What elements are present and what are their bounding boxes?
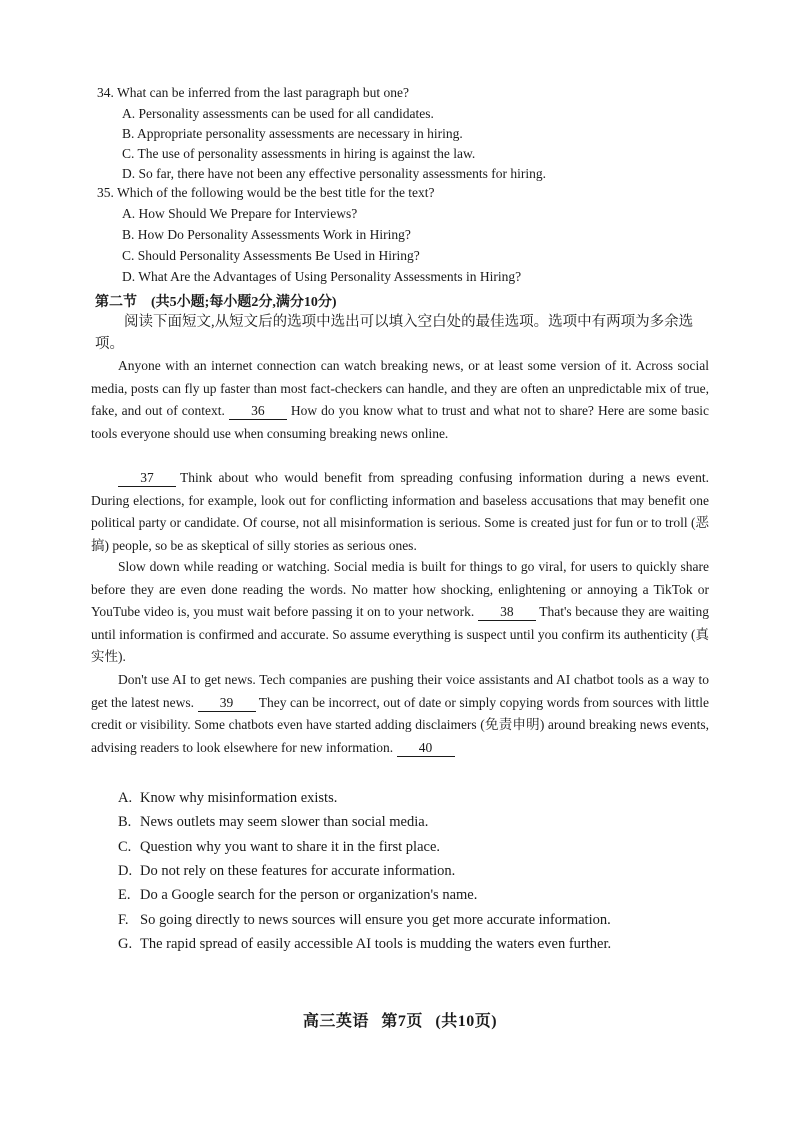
choice-g-text: The rapid spread of easily accessible AI tools is mudding the waters even further. xyxy=(140,936,612,952)
paragraph-4-text-a: Don't use AI to get news. Tech companies are pushing their voice assistants and AI chatbot tools as a way to get the latest news. xyxy=(91,672,709,710)
choice-d xyxy=(118,863,455,880)
blank-39: 39 xyxy=(198,695,256,712)
section-title: 第二节 xyxy=(95,295,137,310)
choice-e-letter: E. xyxy=(118,887,131,903)
question-34-option-c: C. The use of personality assessments in hiring is against the law. xyxy=(122,146,476,161)
blank-37: 37 xyxy=(118,470,176,487)
paragraph-4-text-b: They can be incorrect, out of date or simply copying words from sources with little credit or visibility. Some chatbots even have started adding disclaimers (免责申明) around breaking news events, advising readers to look elsewhere for new information. xyxy=(91,694,709,755)
question-34-option-a: A. Personality assessments can be used for all candidates. xyxy=(122,106,434,121)
footer-total-pages: (共10页) xyxy=(435,1013,498,1030)
passage-paragraph-1 xyxy=(91,355,709,445)
choice-d-text: Do not rely on these features for accurate information. xyxy=(140,863,456,879)
question-34-option-b: B. Appropriate personality assessments are necessary in hiring. xyxy=(122,126,463,141)
footer-subject: 高三英语 xyxy=(302,1013,369,1030)
choice-c-text: Question why you want to share it in the first place. xyxy=(140,839,441,855)
question-35-option-d: D. What Are the Advantages of Using Personality Assessments in Hiring? xyxy=(122,269,522,284)
choice-a-text: Know why misinformation exists. xyxy=(140,790,338,806)
choice-g xyxy=(118,936,611,953)
choice-e-text: Do a Google search for the person or organization's name. xyxy=(140,887,478,903)
blank-40: 40 xyxy=(397,740,455,757)
choice-a-letter: A. xyxy=(118,790,133,806)
section-desc: (共5小题;每小题2分,满分10分) xyxy=(151,295,337,310)
choice-f xyxy=(118,912,611,929)
choice-g-letter: G. xyxy=(118,936,133,952)
question-35-option-a: A. How Should We Prepare for Interviews? xyxy=(122,206,358,221)
choice-a xyxy=(118,790,337,807)
section-header xyxy=(95,291,337,311)
paragraph-1-text-b: How do you know what to trust and what not to share? Here are some basic tools everyone should use when consuming breaking news online. xyxy=(91,403,709,441)
question-34-stem: 34. What can be inferred from the last paragraph but one? xyxy=(97,85,409,100)
question-35-option-c: C. Should Personality Assessments Be Used in Hiring? xyxy=(122,248,420,263)
paragraph-3-text-b: That's because they are waiting until information is confirmed and accurate. So assume everything is suspect until you confirm its authenticity (真实性). xyxy=(91,604,709,665)
choice-d-letter: D. xyxy=(118,863,133,879)
section-instruction: 阅读下面短文,从短文后的选项中选出可以填入空白处的最佳选项。选项中有两项为多余选项。 xyxy=(95,314,694,352)
passage-paragraph-4 xyxy=(91,669,709,759)
footer-page-number: 第7页 xyxy=(381,1013,423,1030)
blank-36: 36 xyxy=(229,403,287,420)
choice-f-text: So going directly to news sources will ensure you get more accurate information. xyxy=(140,912,611,928)
question-35-option-b: B. How Do Personality Assessments Work in Hiring? xyxy=(122,227,411,242)
question-34-option-d: D. So far, there have not been any effective personality assessments for hiring. xyxy=(122,166,546,181)
passage-paragraph-3 xyxy=(91,556,709,669)
choice-e xyxy=(118,887,477,904)
choice-c-letter: C. xyxy=(118,839,132,855)
choice-b-text: News outlets may seem slower than social media. xyxy=(140,814,429,830)
choice-b-letter: B. xyxy=(118,814,132,830)
choice-f-letter: F. xyxy=(118,912,129,928)
paragraph-2-text: Think about who would benefit from spreading confusing information during a news event. During elections, for example, look out for conflicting information and baseless accusations that may benefit one political party or candidate. Of course, not all misinformation is serious. Some is created just for fun or to troll (恶搞) people, so be as skeptical of silly stories as serious ones. xyxy=(91,470,709,553)
question-35-stem: 35. Which of the following would be the best title for the text? xyxy=(97,185,435,200)
choice-c xyxy=(118,839,440,856)
paragraph-1-text-a: Anyone with an internet connection can watch breaking news, or at least some version of it. Across social media, posts can fly up faster than most fact-checkers can handle, and they are often an unpredictable mix of true, fake, and out of context. xyxy=(91,358,709,419)
page-footer xyxy=(0,1008,800,1031)
paragraph-3-text-a: Slow down while reading or watching. Social media is built for things to go viral, for users to quickly share before they are even done reading the words. No matter how shocking, enlightening or annoying a TikTok or YouTube video is, you must wait before passing it on to your network. xyxy=(91,559,709,620)
choice-b xyxy=(118,814,428,831)
passage-paragraph-2 xyxy=(91,467,709,557)
blank-38: 38 xyxy=(478,604,536,621)
